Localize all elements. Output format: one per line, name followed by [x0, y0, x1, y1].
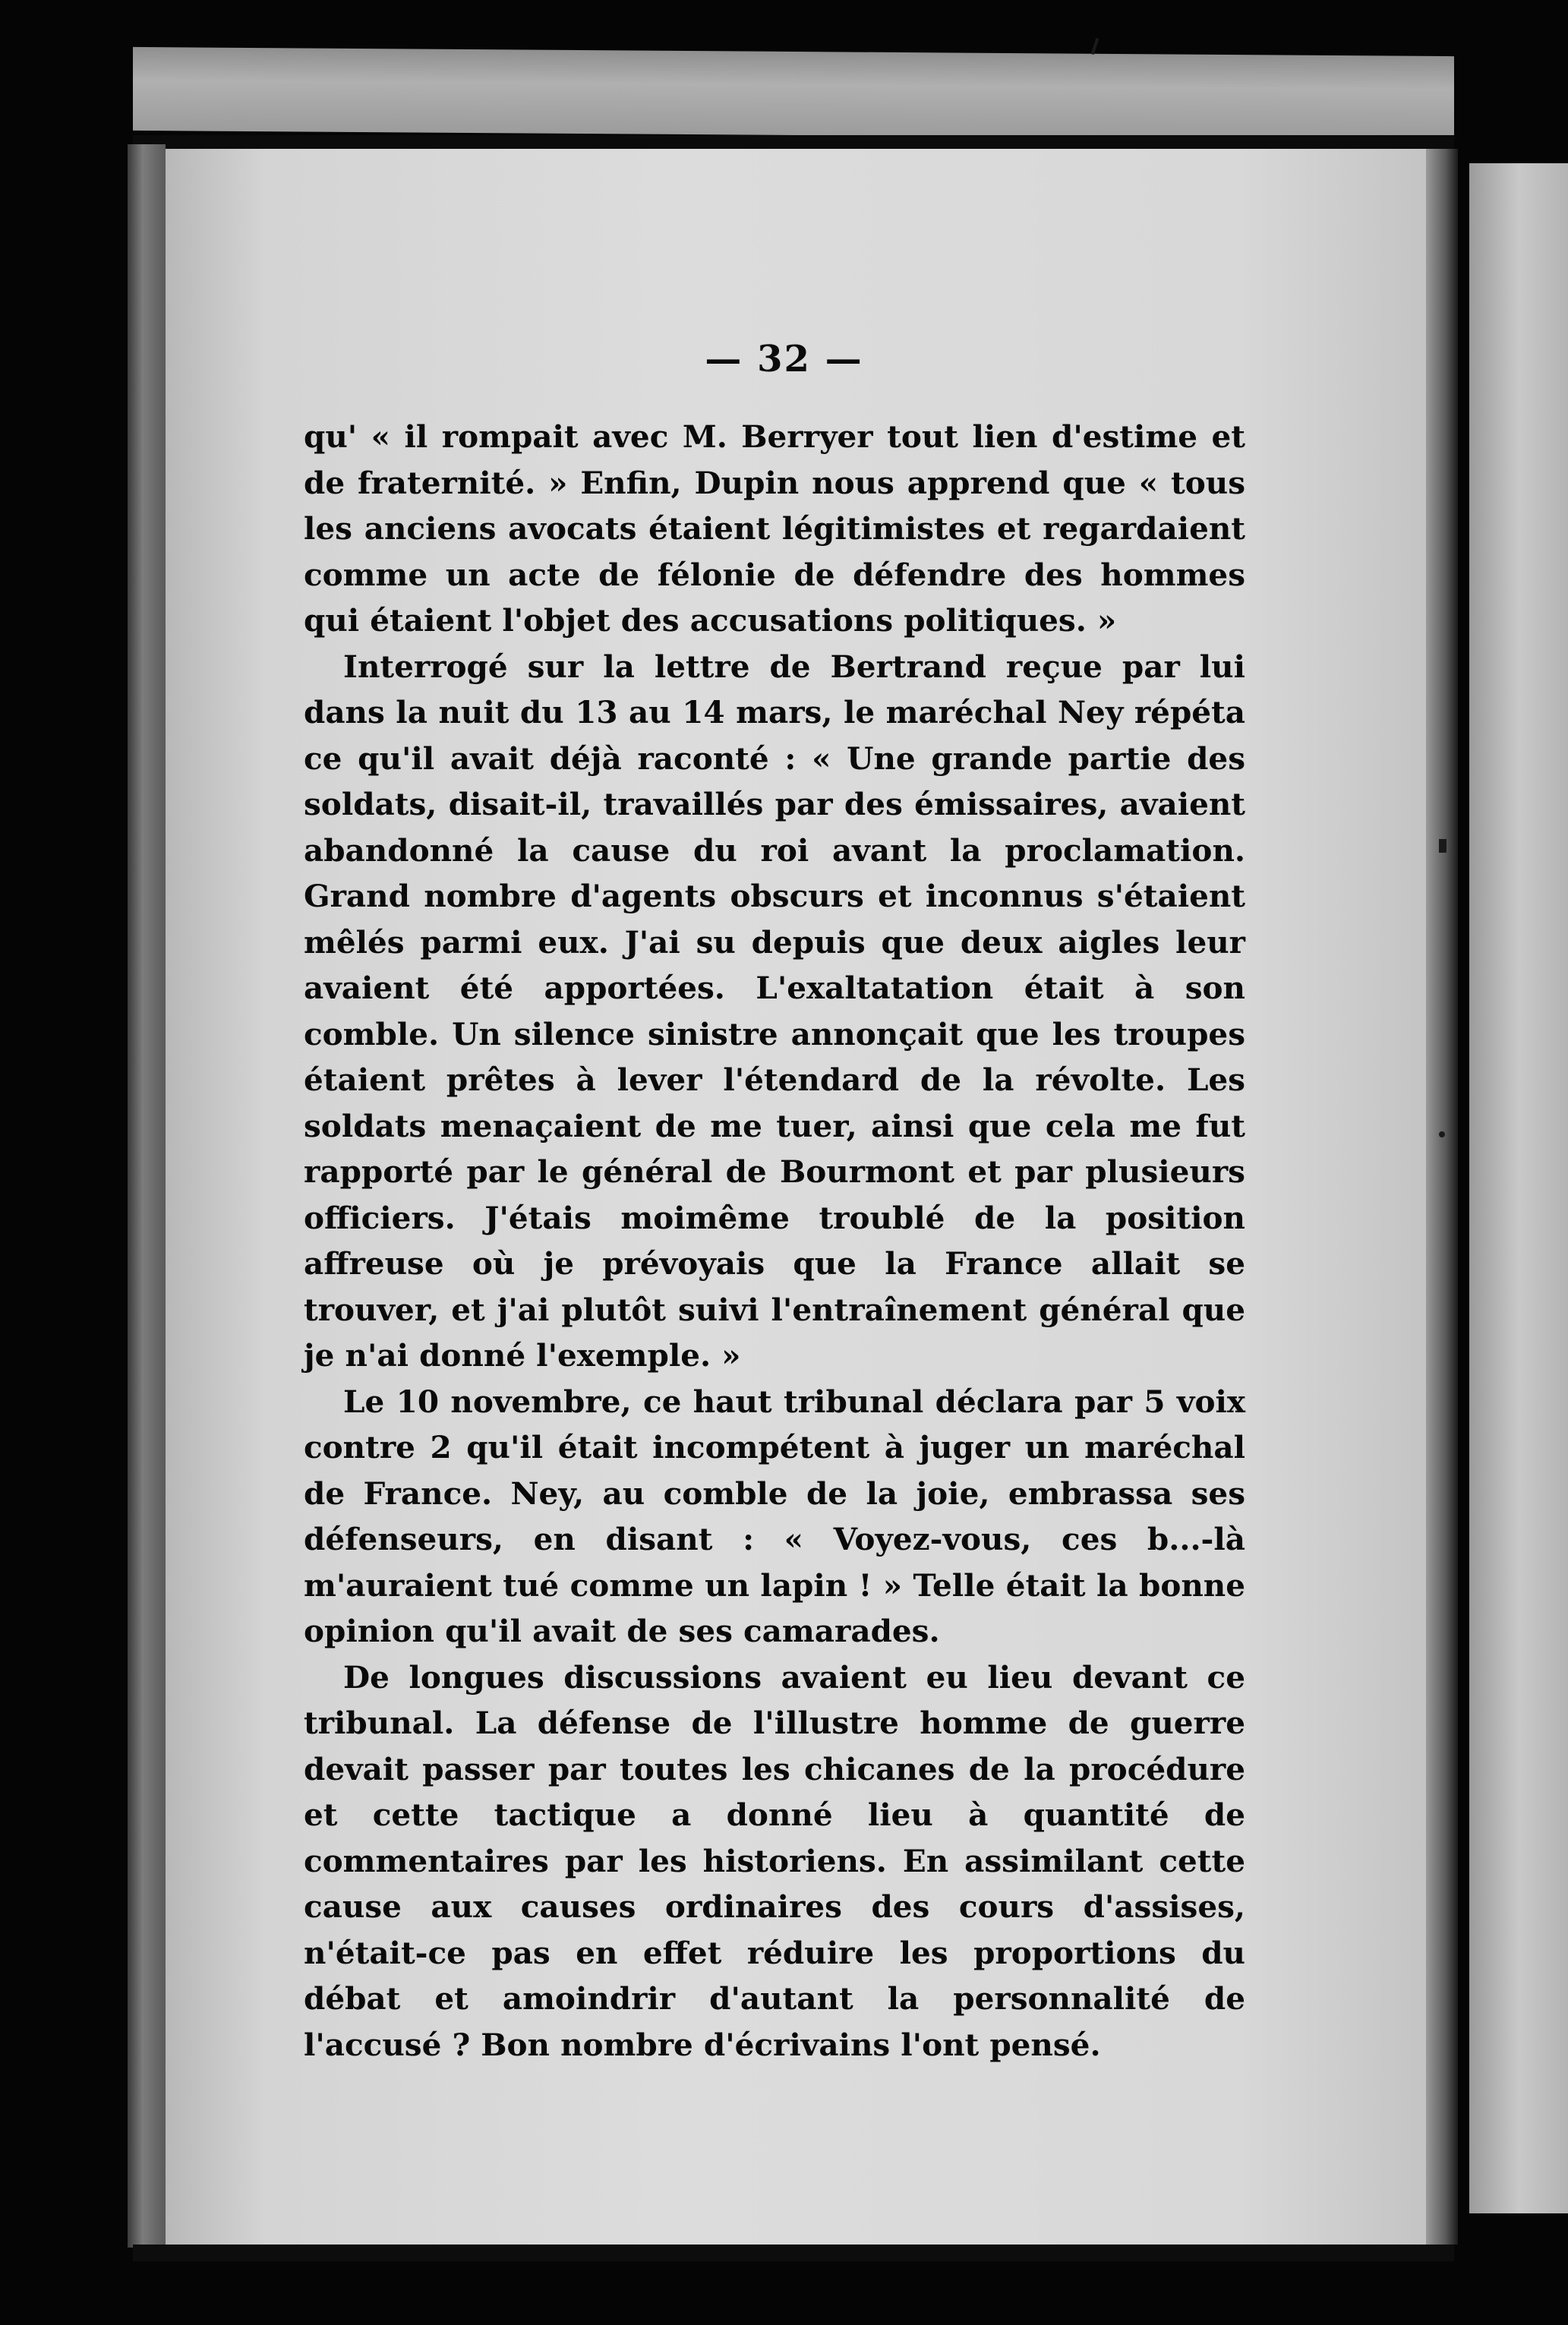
body-text: [304, 414, 1245, 2068]
scan-mark: [1439, 839, 1447, 853]
scan-mark: [1091, 38, 1099, 55]
scan-top-border: [133, 135, 1454, 149]
paragraph: Interrogé sur la lettre de Bertrand reçue par lui dans la nuit du 13 au 14 mars, le maréchal Ney répéta ce qu'il avait déjà raconté : « Une grande partie des soldats, disait-il, travaillés par des émissaires, avaient abandonné la cause du roi avant la proclamation. Grand nombre d'agents obscurs et inconnus s'étaient mêlés parmi eux. J'ai su depuis que deux aigles leur avaient été apportées. L'exaltatation était à son comble. Un silence sinistre annonçait que les troupes étaient prêtes à lever l'étendard de la révolte. Les soldats menaçaient de me tuer, ainsi que cela me fut rapporté par le général de Bourmont et par plusieurs officiers. J'étais moimême troublé de la position affreuse où je prévoyais que la France allait se trouver, et j'ai plutôt suivi l'entraînement général que je n'ai donné l'exemple. »: [304, 648, 1245, 1374]
scan-top-strip: [133, 47, 1454, 140]
paragraph: De longues discussions avaient eu lieu devant ce tribunal. La défense de l'illustre homme de guerre devait passer par toutes les chicanes de la procédure et cette tactique a donné lieu à quantité de commentaires par les historiens. En assimilant cette cause aux causes ordinaires des cours d'assises, n'était-ce pas en effet réduire les proportions du débat et amoindrir d'autant la personnalité de l'accusé ? Bon nombre d'écrivains l'ont pensé.: [304, 1658, 1245, 2063]
page-number: — 32 —: [705, 338, 863, 380]
book-binding-edge: [128, 144, 166, 2248]
page-right-edge: [1426, 149, 1458, 2245]
scan-bottom-border: [133, 2245, 1454, 2261]
paragraph: qu' « il rompait avec M. Berryer tout lien d'estime et de fraternité. » Enfin, Dupin nous apprend que « tous les anciens avocats étaient légitimistes et regardaient comme un acte de félonie de défendre des hommes qui étaient l'objet des accusations politiques. »: [304, 418, 1245, 639]
paragraph: Le 10 novembre, ce haut tribunal déclara par 5 voix contre 2 qu'il était incompétent à juger un maréchal de France. Ney, au comble de la joie, embrassa ses défenseurs, en disant : « Voyez-vous, ces b...-là m'auraient tué comme un lapin ! » Telle était la bonne opinion qu'il avait de ses camarades.: [304, 1383, 1245, 1649]
facing-page-sliver: [1469, 163, 1568, 2213]
scan-mark: [1439, 1131, 1445, 1137]
